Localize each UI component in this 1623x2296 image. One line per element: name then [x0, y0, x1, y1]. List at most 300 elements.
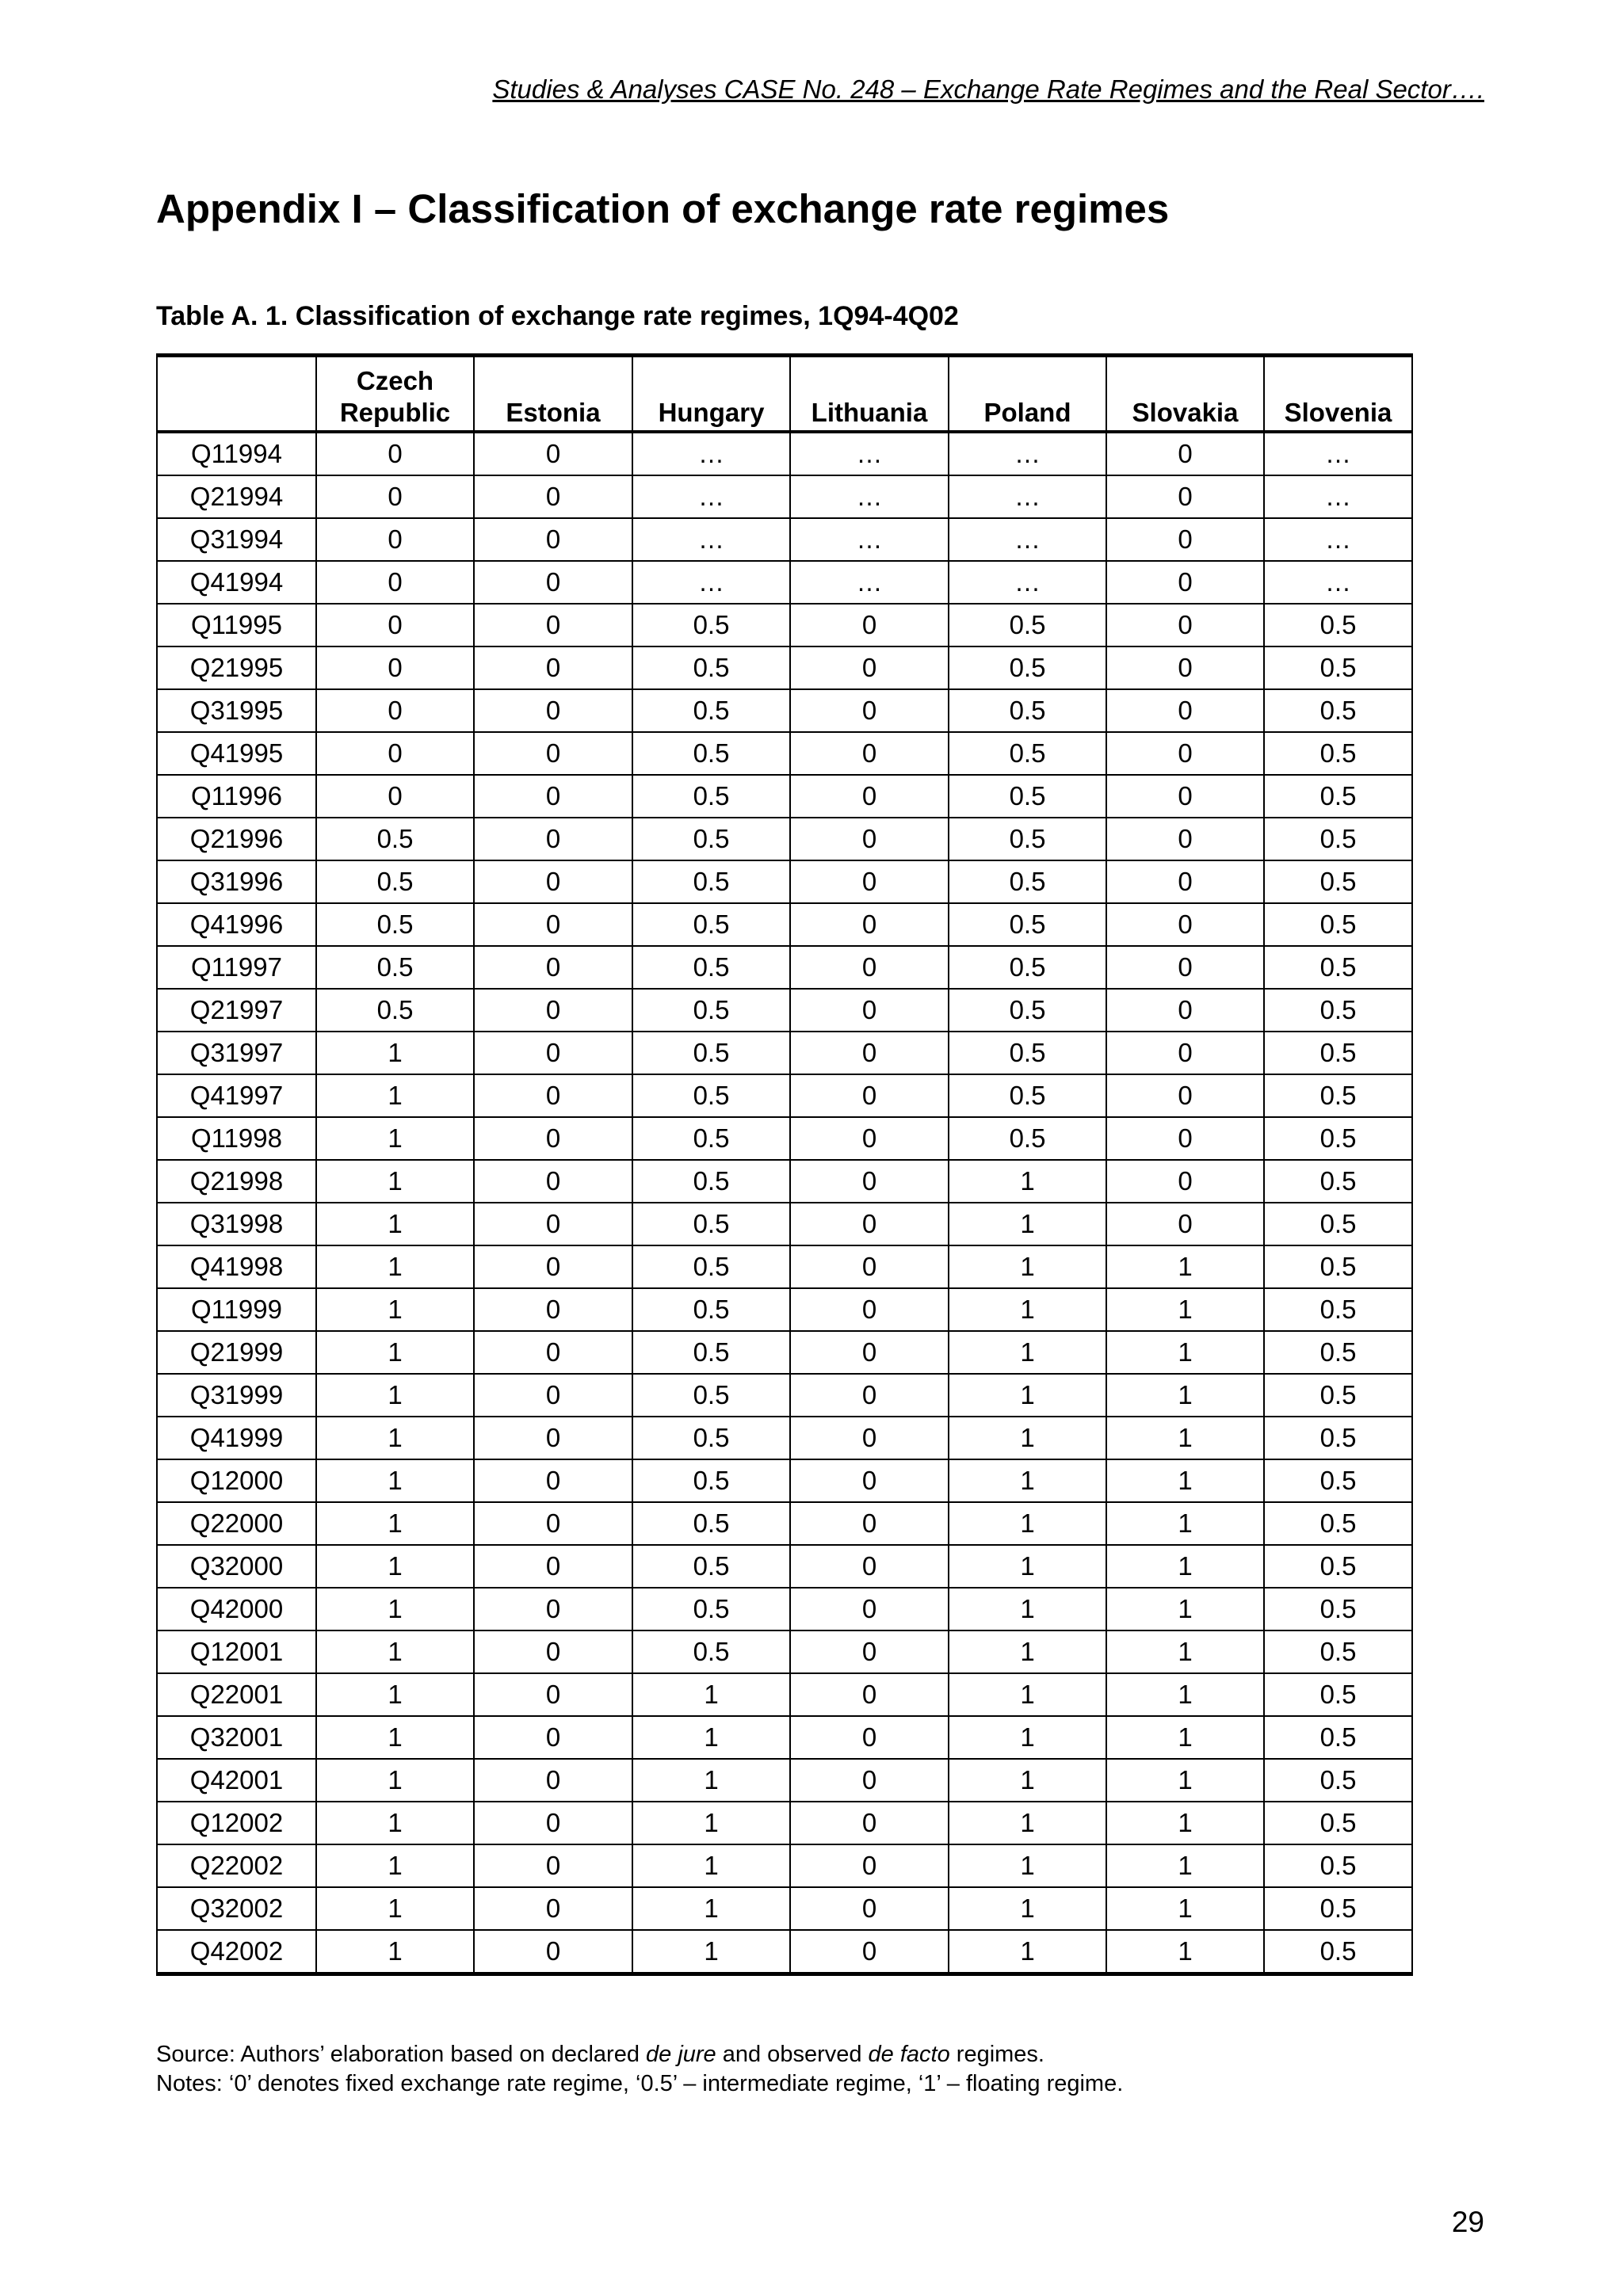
regime-cell: 1 — [316, 1545, 474, 1588]
table-row — [157, 946, 1412, 989]
regime-cell: 0.5 — [1264, 1887, 1412, 1930]
notes-line: Notes: ‘0’ denotes fixed exchange rate regime, ‘0.5’ – intermediate regime, ‘1’ – floating regime. — [156, 2071, 1124, 2096]
column-header: Poland — [949, 356, 1106, 433]
regime-cell: 0.5 — [1264, 1844, 1412, 1887]
table-row — [157, 561, 1412, 604]
regime-cell: 1 — [316, 1032, 474, 1074]
regime-cell: 0 — [1106, 818, 1264, 860]
regime-cell: 0.5 — [1264, 1716, 1412, 1759]
regime-cell: 1 — [632, 1716, 790, 1759]
regime-cell: 0 — [474, 432, 632, 475]
regime-cell: 0.5 — [1264, 1288, 1412, 1331]
regime-cell: 0 — [790, 1844, 949, 1887]
regime-cell: 1 — [316, 1117, 474, 1160]
regime-cell: 0 — [474, 604, 632, 646]
regime-cell: 0 — [790, 1374, 949, 1417]
regime-cell: 0 — [790, 1032, 949, 1074]
period-cell: Q32002 — [157, 1887, 316, 1930]
period-cell: Q42000 — [157, 1588, 316, 1630]
regime-cell: 0.5 — [632, 860, 790, 903]
table-row — [157, 1673, 1412, 1716]
regime-cell: 1 — [949, 1887, 1106, 1930]
period-cell: Q21999 — [157, 1331, 316, 1374]
table-row — [157, 1802, 1412, 1844]
regime-cell: 0.5 — [949, 604, 1106, 646]
regime-cell: 0.5 — [1264, 1759, 1412, 1802]
regime-cell: 1 — [316, 1203, 474, 1245]
regime-cell: 1 — [1106, 1459, 1264, 1502]
regime-cell: 1 — [316, 1459, 474, 1502]
regime-cell: 1 — [1106, 1374, 1264, 1417]
regime-cell: 0.5 — [1264, 1930, 1412, 1974]
regime-cell: 0 — [790, 1802, 949, 1844]
regime-cell: 1 — [316, 1502, 474, 1545]
period-cell: Q41994 — [157, 561, 316, 604]
regime-cell: 1 — [316, 1930, 474, 1974]
regime-cell: 0.5 — [1264, 1545, 1412, 1588]
table-row — [157, 1203, 1412, 1245]
period-cell: Q42001 — [157, 1759, 316, 1802]
source-note — [156, 2042, 1044, 2068]
regime-cell: 0.5 — [1264, 1588, 1412, 1630]
regime-cell: 0 — [474, 818, 632, 860]
regime-cell: 0.5 — [632, 689, 790, 732]
source-middle: and observed — [716, 2042, 869, 2067]
regime-cell: … — [1264, 518, 1412, 561]
regime-cell: 0 — [1106, 860, 1264, 903]
regime-cell: 1 — [632, 1887, 790, 1930]
regime-cell: … — [632, 475, 790, 518]
regime-cell: 0 — [474, 1673, 632, 1716]
regime-cell: 1 — [316, 1887, 474, 1930]
regime-cell: 0.5 — [632, 1630, 790, 1673]
page-number: 29 — [1451, 2206, 1484, 2238]
regime-cell: 0 — [790, 1759, 949, 1802]
regime-cell: 0 — [1106, 1032, 1264, 1074]
regime-cell: … — [632, 561, 790, 604]
regime-cell: 0 — [1106, 903, 1264, 946]
regime-cell: 1 — [1106, 1288, 1264, 1331]
period-cell: Q11994 — [157, 432, 316, 475]
regime-cell: 0 — [790, 1716, 949, 1759]
table-caption: Table A. 1. Classification of exchange rate regimes, 1Q94-4Q02 — [156, 301, 959, 331]
column-header: Hungary — [632, 356, 790, 433]
table-row — [157, 1288, 1412, 1331]
regime-cell: 0 — [474, 518, 632, 561]
table-row — [157, 732, 1412, 775]
table-row — [157, 1160, 1412, 1203]
regime-cell: 1 — [949, 1930, 1106, 1974]
table-row — [157, 1417, 1412, 1459]
regime-cell: 0.5 — [1264, 1074, 1412, 1117]
regime-cell: … — [1264, 432, 1412, 475]
regime-cell: 0.5 — [1264, 1245, 1412, 1288]
regime-cell: … — [949, 518, 1106, 561]
regime-cell: 1 — [316, 1160, 474, 1203]
table-row — [157, 1374, 1412, 1417]
regime-cell: 0 — [474, 1245, 632, 1288]
regime-cell: 0.5 — [632, 1588, 790, 1630]
regime-cell: 0 — [790, 1074, 949, 1117]
regime-cell: 0 — [316, 775, 474, 818]
regime-cell: 0 — [790, 1417, 949, 1459]
regime-cell: 0 — [474, 1545, 632, 1588]
regime-cell: 1 — [1106, 1245, 1264, 1288]
regime-cell: 0 — [316, 432, 474, 475]
regime-cell: 1 — [632, 1759, 790, 1802]
regime-cell: 0.5 — [1264, 1630, 1412, 1673]
regime-cell: 0 — [474, 1074, 632, 1117]
regime-cell: 0 — [474, 1844, 632, 1887]
period-cell: Q31999 — [157, 1374, 316, 1417]
table-row — [157, 1545, 1412, 1588]
regime-cell: 0 — [474, 1331, 632, 1374]
regime-cell: 1 — [316, 1802, 474, 1844]
regime-cell: 0 — [790, 732, 949, 775]
table-row — [157, 818, 1412, 860]
period-cell: Q31997 — [157, 1032, 316, 1074]
table-row — [157, 1331, 1412, 1374]
regime-cell: 0.5 — [316, 903, 474, 946]
regime-cell: 0 — [474, 1117, 632, 1160]
regime-cell: 0 — [474, 1502, 632, 1545]
column-header: Slovakia — [1106, 356, 1264, 433]
regime-cell: 1 — [316, 1630, 474, 1673]
regime-cell: 1 — [949, 1160, 1106, 1203]
regime-cell: 1 — [316, 1588, 474, 1630]
regime-cell: 0 — [474, 1160, 632, 1203]
regime-cell: 0 — [474, 1716, 632, 1759]
regime-cell: 1 — [949, 1802, 1106, 1844]
regime-cell: 0 — [790, 1331, 949, 1374]
regime-cell: 0.5 — [1264, 1331, 1412, 1374]
appendix-title: Appendix I – Classification of exchange rate regimes — [156, 186, 1170, 231]
regime-cell: 1 — [316, 1716, 474, 1759]
table-row — [157, 1588, 1412, 1630]
regime-cell: 0.5 — [1264, 1417, 1412, 1459]
period-cell: Q22002 — [157, 1844, 316, 1887]
regime-cell: 0 — [1106, 475, 1264, 518]
regime-cell: 0.5 — [1264, 732, 1412, 775]
source-de-facto: de facto — [868, 2042, 950, 2067]
period-cell: Q22000 — [157, 1502, 316, 1545]
regime-cell: 0 — [790, 818, 949, 860]
regime-cell: … — [632, 518, 790, 561]
regime-cell: … — [949, 475, 1106, 518]
regime-cell: 0 — [1106, 989, 1264, 1032]
regime-cell: 0.5 — [632, 646, 790, 689]
regime-cell: 1 — [949, 1203, 1106, 1245]
regime-cell: 1 — [1106, 1417, 1264, 1459]
regime-cell: 0 — [474, 475, 632, 518]
regime-cell: 0.5 — [632, 775, 790, 818]
regime-cell: 0 — [1106, 432, 1264, 475]
regime-cell: 0.5 — [632, 1203, 790, 1245]
regime-cell: 1 — [949, 1673, 1106, 1716]
table-row — [157, 1502, 1412, 1545]
period-cell: Q21998 — [157, 1160, 316, 1203]
table-row — [157, 1245, 1412, 1288]
regime-cell: 0 — [790, 1459, 949, 1502]
regime-cell: 1 — [316, 1844, 474, 1887]
period-cell: Q12001 — [157, 1630, 316, 1673]
regime-cell: 1 — [1106, 1930, 1264, 1974]
regime-cell: … — [790, 518, 949, 561]
regime-cell: 0 — [1106, 604, 1264, 646]
regime-cell: 1 — [1106, 1887, 1264, 1930]
period-cell: Q41998 — [157, 1245, 316, 1288]
table-row — [157, 1459, 1412, 1502]
regime-cell: 1 — [949, 1459, 1106, 1502]
period-cell: Q11996 — [157, 775, 316, 818]
regime-cell: 0.5 — [1264, 989, 1412, 1032]
regime-cell: 0.5 — [1264, 689, 1412, 732]
table-row — [157, 989, 1412, 1032]
table-row — [157, 860, 1412, 903]
running-header: Studies & Analyses CASE No. 248 – Exchange Rate Regimes and the Real Sector…. — [492, 74, 1484, 104]
regime-cell: 0 — [790, 775, 949, 818]
table-row — [157, 475, 1412, 518]
column-header-period — [157, 356, 316, 433]
regime-cell: 1 — [949, 1759, 1106, 1802]
regime-cell: 1 — [1106, 1802, 1264, 1844]
regime-cell: 0 — [474, 1374, 632, 1417]
table-row — [157, 1117, 1412, 1160]
column-header: Slovenia — [1264, 356, 1412, 433]
regime-cell: 0.5 — [632, 1459, 790, 1502]
regime-cell: 0 — [790, 1245, 949, 1288]
regime-cell: 0 — [790, 1117, 949, 1160]
regime-cell: 0.5 — [632, 604, 790, 646]
regime-cell: 0.5 — [632, 946, 790, 989]
regime-cell: 0 — [1106, 1074, 1264, 1117]
regime-cell: 0 — [474, 860, 632, 903]
period-cell: Q11998 — [157, 1117, 316, 1160]
regime-cell: … — [1264, 475, 1412, 518]
regime-cell: 0 — [790, 1288, 949, 1331]
regime-cell: 0 — [790, 689, 949, 732]
regime-cell: 0.5 — [316, 946, 474, 989]
regime-cell: 1 — [632, 1802, 790, 1844]
regime-cell: 0 — [474, 1759, 632, 1802]
regime-cell: 0.5 — [949, 946, 1106, 989]
regime-cell: 0 — [1106, 1160, 1264, 1203]
period-cell: Q21997 — [157, 989, 316, 1032]
table-row — [157, 646, 1412, 689]
regime-cell: … — [790, 561, 949, 604]
regime-cell: 1 — [1106, 1545, 1264, 1588]
period-cell: Q32000 — [157, 1545, 316, 1588]
period-cell: Q31996 — [157, 860, 316, 903]
regime-cell: 0.5 — [949, 646, 1106, 689]
regime-cell: 0.5 — [1264, 1673, 1412, 1716]
regime-cell: 0.5 — [632, 1160, 790, 1203]
regime-cell: 1 — [1106, 1759, 1264, 1802]
regime-cell: 0 — [790, 989, 949, 1032]
regime-cell: 0.5 — [1264, 818, 1412, 860]
regime-cell: 1 — [632, 1930, 790, 1974]
regime-cell: 0.5 — [1264, 860, 1412, 903]
regime-cell: 0.5 — [632, 1288, 790, 1331]
period-cell: Q21996 — [157, 818, 316, 860]
regime-cell: 0.5 — [1264, 946, 1412, 989]
regime-cell: 0 — [790, 1502, 949, 1545]
regime-cell: 0 — [474, 1459, 632, 1502]
regime-cell: 0 — [474, 1288, 632, 1331]
regime-cell: 1 — [316, 1288, 474, 1331]
regime-cell: 0.5 — [632, 732, 790, 775]
regime-cell: 1 — [1106, 1630, 1264, 1673]
table-row — [157, 903, 1412, 946]
regime-cell: 0.5 — [949, 1117, 1106, 1160]
regime-cell: … — [949, 561, 1106, 604]
regime-cell: 1 — [316, 1074, 474, 1117]
regime-cell: 0 — [474, 1203, 632, 1245]
regime-cell: 1 — [1106, 1588, 1264, 1630]
regime-cell: 0.5 — [632, 1502, 790, 1545]
regime-cell: 0.5 — [1264, 775, 1412, 818]
regime-cell: 1 — [316, 1374, 474, 1417]
table-row — [157, 775, 1412, 818]
regime-cell: 0.5 — [949, 989, 1106, 1032]
period-cell: Q41996 — [157, 903, 316, 946]
period-cell: Q11995 — [157, 604, 316, 646]
source-suffix: regimes. — [949, 2042, 1044, 2067]
regime-cell: 1 — [632, 1673, 790, 1716]
regime-cell: 0.5 — [632, 1331, 790, 1374]
table-row — [157, 1074, 1412, 1117]
column-header: Estonia — [474, 356, 632, 433]
regime-cell: 1 — [949, 1588, 1106, 1630]
regime-cell: 0 — [474, 689, 632, 732]
regime-cell: … — [632, 432, 790, 475]
table-header-row — [157, 356, 1412, 433]
period-cell: Q12002 — [157, 1802, 316, 1844]
regime-cell: 0 — [790, 1160, 949, 1203]
regime-cell: 0.5 — [949, 775, 1106, 818]
regime-cell: 0 — [316, 475, 474, 518]
regime-cell: 1 — [949, 1502, 1106, 1545]
period-cell: Q21994 — [157, 475, 316, 518]
source-prefix: Source: Authors’ elaboration based on declared — [156, 2042, 647, 2067]
table-row — [157, 689, 1412, 732]
regime-cell: 0 — [790, 1930, 949, 1974]
regime-cell: 0.5 — [632, 1374, 790, 1417]
regime-cell: 0.5 — [632, 1417, 790, 1459]
period-cell: Q22001 — [157, 1673, 316, 1716]
table-row — [157, 604, 1412, 646]
regime-cell: 0 — [1106, 518, 1264, 561]
regime-cell: 0 — [790, 646, 949, 689]
regime-cell: 0 — [474, 1930, 632, 1974]
regime-cell: 0.5 — [949, 818, 1106, 860]
table-row — [157, 1759, 1412, 1802]
regime-cell: 0.5 — [949, 732, 1106, 775]
period-cell: Q21995 — [157, 646, 316, 689]
regime-cell: 0.5 — [632, 1245, 790, 1288]
regime-cell: 0 — [790, 1630, 949, 1673]
regime-cell: 1 — [316, 1331, 474, 1374]
regime-cell: 0 — [316, 732, 474, 775]
column-header: Lithuania — [790, 356, 949, 433]
regime-cell: 1 — [949, 1716, 1106, 1759]
regime-cell: … — [1264, 561, 1412, 604]
regime-cell: 0 — [790, 604, 949, 646]
regime-cell: 0 — [474, 1032, 632, 1074]
regime-cell: 0.5 — [949, 903, 1106, 946]
period-cell: Q11999 — [157, 1288, 316, 1331]
regime-cell: 1 — [316, 1245, 474, 1288]
regime-cell: 0 — [316, 518, 474, 561]
regime-cell: 0 — [474, 1630, 632, 1673]
regime-cell: 0.5 — [1264, 1502, 1412, 1545]
table-row — [157, 518, 1412, 561]
regime-cell: 0.5 — [1264, 1374, 1412, 1417]
regime-cell: 0 — [316, 561, 474, 604]
period-cell: Q41999 — [157, 1417, 316, 1459]
regime-cell: 1 — [316, 1759, 474, 1802]
source-de-jure: de jure — [646, 2042, 716, 2067]
table-row — [157, 1716, 1412, 1759]
regime-cell: 0.5 — [632, 1074, 790, 1117]
regime-cell: … — [790, 475, 949, 518]
table-row — [157, 1630, 1412, 1673]
regime-cell: 0 — [474, 1417, 632, 1459]
table-row — [157, 1032, 1412, 1074]
regime-cell: 0 — [1106, 1203, 1264, 1245]
regime-cell: 0.5 — [1264, 646, 1412, 689]
regime-cell: 1 — [949, 1844, 1106, 1887]
regime-cell: 1 — [1106, 1844, 1264, 1887]
regime-cell: 1 — [949, 1288, 1106, 1331]
regime-cell: 0 — [1106, 646, 1264, 689]
regime-cell: 0 — [1106, 946, 1264, 989]
regime-cell: 0 — [1106, 732, 1264, 775]
regime-cell: … — [949, 432, 1106, 475]
regime-cell: 0 — [790, 903, 949, 946]
regime-cell: 1 — [316, 1673, 474, 1716]
regime-cell: 1 — [1106, 1331, 1264, 1374]
regime-cell: 0 — [790, 1545, 949, 1588]
regime-cell: 0.5 — [1264, 1459, 1412, 1502]
regime-cell: 0 — [474, 775, 632, 818]
regime-cell: 0.5 — [1264, 604, 1412, 646]
regime-cell: 0.5 — [1264, 903, 1412, 946]
regime-cell: 0 — [316, 689, 474, 732]
regime-cell: 0.5 — [949, 1032, 1106, 1074]
regime-cell: 0 — [474, 903, 632, 946]
regime-cell: 0.5 — [1264, 1160, 1412, 1203]
regime-cell: 0 — [790, 1673, 949, 1716]
regime-cell: 0.5 — [1264, 1117, 1412, 1160]
table-row — [157, 432, 1412, 475]
regime-cell: 1 — [949, 1245, 1106, 1288]
regime-cell: 0.5 — [1264, 1802, 1412, 1844]
regime-cell: 0.5 — [316, 860, 474, 903]
regime-cell: 1 — [1106, 1502, 1264, 1545]
regime-cell: 1 — [949, 1630, 1106, 1673]
regime-cell: 1 — [1106, 1716, 1264, 1759]
regime-cell: 0 — [1106, 689, 1264, 732]
period-cell: Q42002 — [157, 1930, 316, 1974]
period-cell: Q11997 — [157, 946, 316, 989]
period-cell: Q12000 — [157, 1459, 316, 1502]
regime-cell: 1 — [949, 1331, 1106, 1374]
regime-cell: … — [790, 432, 949, 475]
period-cell: Q31998 — [157, 1203, 316, 1245]
period-cell: Q41995 — [157, 732, 316, 775]
period-cell: Q41997 — [157, 1074, 316, 1117]
